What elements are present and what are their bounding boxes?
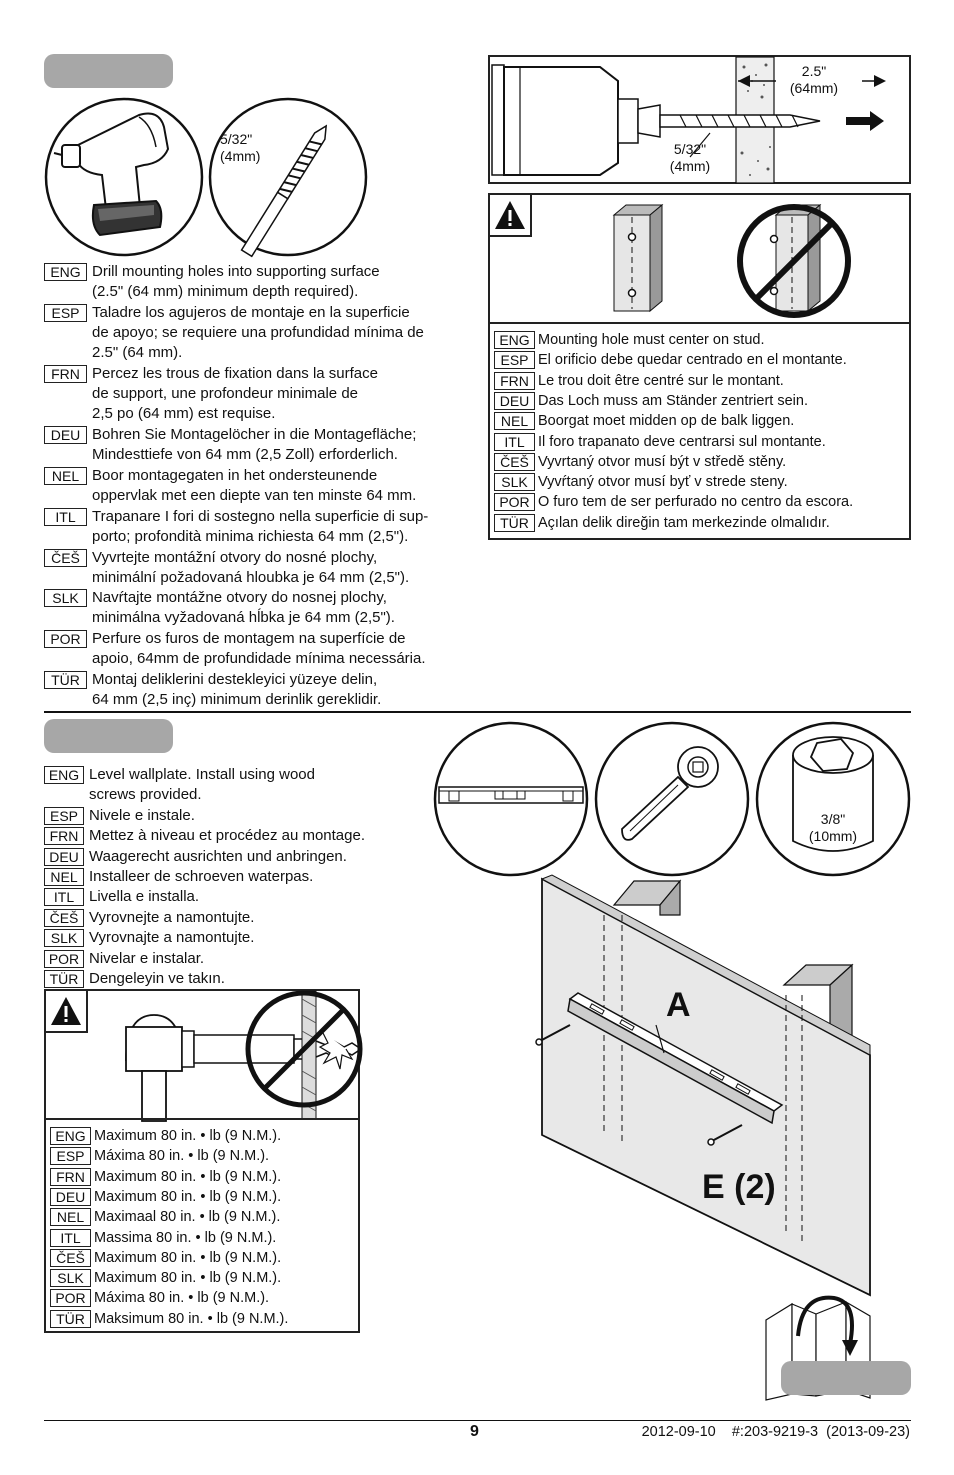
instruction-row <box>50 1228 276 1248</box>
language-code: POR <box>50 1289 91 1307</box>
language-code: TÜR <box>44 970 84 988</box>
language-code: FRN <box>44 827 84 845</box>
language-code: FRN <box>494 372 535 390</box>
instruction-text: Maximum 80 in. • lb (9 N.M.). <box>94 1128 282 1144</box>
instruction-row <box>44 262 380 302</box>
instruction-text: Vyvrtejte montážní otvory do nosné plochy, <box>92 548 378 566</box>
page-number: 9 <box>470 1423 479 1440</box>
socket-size-label: 3/8" (10mm) <box>808 811 858 844</box>
language-code: ČEŠ <box>44 549 87 567</box>
level-icon <box>433 721 589 877</box>
instruction-text: Máxima 80 in. • lb (9 N.M.). <box>94 1148 270 1165</box>
instruction-text: Massima 80 in. • lb (9 N.M.). <box>94 1229 277 1246</box>
instruction-row <box>44 507 428 547</box>
instruction-text: Perfure os furos de montagem na superfície de <box>92 630 406 648</box>
instruction-text: Level wallplate. Install using wood <box>89 766 315 783</box>
instruction-text: Nivelar e instalar. <box>89 949 205 967</box>
ratchet-icon <box>594 721 750 877</box>
stud-correct-diagram <box>608 203 668 315</box>
language-code: SLK <box>44 589 87 607</box>
instruction-text: minimálna vyžadovaná hĺbka je 64 mm (2,5"). <box>92 609 395 627</box>
language-code: ITL <box>50 1229 91 1247</box>
instruction-row <box>494 391 808 411</box>
language-code: ESP <box>50 1147 91 1165</box>
instruction-row <box>44 949 204 969</box>
stud-warning-panel <box>488 193 911 540</box>
instruction-row <box>44 826 365 846</box>
instruction-text: 64 mm (2,5 inç) minimum derinlik gereklidir. <box>92 691 382 708</box>
instruction-text: Das Loch muss am Ständer zentriert sein. <box>538 392 808 409</box>
instruction-text: Le trou doit être centré sur le montant. <box>538 372 784 389</box>
instruction-row <box>494 371 784 391</box>
language-code: TÜR <box>494 514 535 532</box>
instruction-row <box>50 1126 281 1146</box>
instruction-text: Il foro trapanato deve centrarsi sul montante. <box>538 433 826 450</box>
instruction-row <box>44 928 254 948</box>
instruction-text: Livella e installa. <box>89 888 200 906</box>
instruction-row <box>44 670 381 710</box>
instruction-text: Drill mounting holes into supporting surface <box>92 263 380 280</box>
instruction-row <box>494 452 786 472</box>
language-code: SLK <box>50 1269 91 1287</box>
instruction-text: O furo tem de ser perfurado no centro da escora. <box>538 494 854 511</box>
instruction-text: de apoyo; se requiere una profundidad mínima de <box>92 323 424 341</box>
instruction-text: oppervlak met een diepte van ten minste 64 mm. <box>92 487 417 504</box>
instruction-row <box>44 887 199 907</box>
instruction-row <box>44 425 416 465</box>
instruction-text: (2.5" (64 mm) minimum depth required). <box>92 283 359 300</box>
language-code: DEU <box>50 1188 91 1206</box>
instruction-text: Percez les trous de fixation dans la surface <box>92 365 378 382</box>
instruction-text: Vyrovnejte a namontujte. <box>89 908 255 926</box>
instruction-text: Mounting hole must center on stud. <box>538 332 765 348</box>
instruction-row <box>50 1248 281 1268</box>
instruction-text: Boorgat moet midden op de balk liggen. <box>538 413 795 430</box>
language-code: ENG <box>50 1127 91 1145</box>
instruction-row <box>494 330 765 350</box>
language-code: ESP <box>44 304 87 322</box>
step2-label-pill <box>44 719 173 753</box>
instruction-row <box>44 908 254 928</box>
document-info: 2012-09-10 #:203-9219-3 (2013-09-23) <box>641 1424 910 1440</box>
drill-bit-size-label: 5/32" (4mm) <box>220 131 261 164</box>
language-code: ENG <box>44 263 87 281</box>
stud-warning-divider <box>490 322 909 324</box>
instruction-row <box>44 548 409 588</box>
step1-label-pill <box>44 54 173 88</box>
instruction-text: Nivele e instale. <box>89 806 195 824</box>
language-code: ITL <box>494 433 535 451</box>
instruction-text: Maksimum 80 in. • lb (9 N.M.). <box>94 1310 289 1327</box>
language-code: DEU <box>494 392 535 410</box>
wall-mount-diagram <box>530 875 870 1295</box>
warning-icon <box>494 199 526 231</box>
language-code: NEL <box>44 467 87 485</box>
language-code: ESP <box>494 351 535 369</box>
language-code: POR <box>494 493 535 511</box>
language-code: POR <box>44 630 87 648</box>
instruction-row <box>494 472 788 492</box>
instruction-text: Vyvŕtaný otvor musí byť v strede steny. <box>538 474 788 491</box>
instruction-text: minimální požadovaná hloubka je 64 mm (2,5"). <box>92 568 410 586</box>
instruction-text: de support, une profondeur minimale de <box>92 385 359 402</box>
instruction-text: 2.5" (64 mm). <box>92 343 183 361</box>
instruction-text: apoio, 64mm de profundidade mínima necessária. <box>92 650 426 668</box>
language-code: NEL <box>50 1208 91 1226</box>
instruction-row <box>44 466 416 506</box>
instruction-row <box>50 1309 288 1329</box>
instruction-text: Maximum 80 in. • lb (9 N.M.). <box>94 1188 282 1205</box>
instruction-text: Maximum 80 in. • lb (9 N.M.). <box>94 1168 282 1185</box>
instruction-text: porto; profondità minima richiesta 64 mm (2,5"). <box>92 527 409 545</box>
language-code: ENG <box>44 766 84 784</box>
instruction-row <box>44 765 315 805</box>
language-code: ITL <box>44 888 84 906</box>
instruction-text: Maximum 80 in. • lb (9 N.M.). <box>94 1270 282 1287</box>
instruction-text: Dengeleyin ve takın. <box>89 970 225 987</box>
instruction-row <box>50 1187 281 1207</box>
stud-incorrect-diagram <box>734 201 854 317</box>
instruction-row <box>44 806 195 826</box>
torque-diagram <box>46 991 358 1121</box>
torque-warning-panel <box>44 989 360 1333</box>
instruction-text: Açılan delik direğin tam merkezinde olmalıdır. <box>538 514 830 531</box>
instruction-row <box>494 432 826 452</box>
instruction-text: Montaj deliklerini destekleyici yüzeye delin, <box>92 671 378 688</box>
instruction-text: Mettez à niveau et procédez au montage. <box>89 827 366 845</box>
language-code: NEL <box>494 412 535 430</box>
drill-depth-label: 2.5" (64mm) <box>789 63 839 96</box>
instruction-text: Maximum 80 in. • lb (9 N.M.). <box>94 1249 282 1266</box>
instruction-row <box>50 1146 269 1166</box>
instruction-row <box>50 1288 269 1308</box>
step3-label-pill <box>781 1361 911 1395</box>
instruction-text: Taladre los agujeros de montaje en la superficie <box>92 303 410 321</box>
language-code: SLK <box>494 473 535 491</box>
language-code: DEU <box>44 426 87 444</box>
instruction-text: Máxima 80 in. • lb (9 N.M.). <box>94 1290 270 1307</box>
warning-icon-box <box>488 193 532 237</box>
language-code: POR <box>44 950 84 968</box>
instruction-text: Trapanare I fori di sostegno nella superficie di sup- <box>92 507 429 525</box>
instruction-text: screws provided. <box>89 786 202 803</box>
instruction-text: Maximaal 80 in. • lb (9 N.M.). <box>94 1209 281 1226</box>
instruction-row <box>494 350 847 370</box>
instruction-text: 2,5 po (64 mm) est requise. <box>92 405 276 422</box>
instruction-row <box>494 513 830 533</box>
instruction-text: Waagerecht ausrichten und anbringen. <box>89 847 347 865</box>
instruction-text: Installeer de schroeven waterpas. <box>89 868 314 885</box>
language-code: ČEŠ <box>494 453 535 471</box>
instruction-text: Vyrovnajte a namontujte. <box>89 929 255 947</box>
instruction-row <box>44 847 347 867</box>
instruction-row <box>44 867 313 887</box>
language-code: SLK <box>44 929 84 947</box>
language-code: FRN <box>44 365 87 383</box>
language-code: TÜR <box>50 1310 91 1328</box>
socket-icon <box>755 721 911 877</box>
instruction-text: Navŕtajte montážne otvory do nosnej plochy, <box>92 589 387 607</box>
instruction-text: Boor montagegaten in het ondersteunende <box>92 467 378 484</box>
language-code: TÜR <box>44 671 87 689</box>
language-code: ITL <box>44 508 87 526</box>
language-code: DEU <box>44 848 84 866</box>
instruction-row <box>44 629 426 669</box>
torque-warning-divider <box>46 1118 358 1120</box>
language-code: ENG <box>494 331 535 349</box>
instruction-row <box>494 411 794 431</box>
instruction-text: El orificio debe quedar centrado en el montante. <box>538 352 847 369</box>
drill-bit-icon <box>208 97 368 257</box>
instruction-row <box>50 1268 281 1288</box>
language-code: ČEŠ <box>50 1249 91 1267</box>
instruction-row <box>494 492 853 512</box>
section-divider <box>44 711 911 713</box>
drill-icon <box>44 97 204 257</box>
instruction-row <box>50 1167 281 1187</box>
drill-depth-panel <box>488 55 911 184</box>
language-code: ČEŠ <box>44 909 84 927</box>
footer-divider <box>44 1420 911 1421</box>
language-code: NEL <box>44 868 84 886</box>
drill-bit-size-label-2: 5/32" (4mm) <box>669 141 711 174</box>
instruction-text: Vyvrtaný otvor musí být v středě stěny. <box>538 453 787 470</box>
instruction-row <box>44 364 378 424</box>
language-code: FRN <box>50 1168 91 1186</box>
instruction-row <box>44 588 395 628</box>
instruction-text: Bohren Sie Montagelöcher in die Montagefläche; <box>92 426 417 444</box>
part-e-label: E (2) <box>702 1168 776 1206</box>
instruction-row <box>50 1207 280 1227</box>
instruction-row <box>44 969 225 989</box>
language-code: ESP <box>44 807 84 825</box>
instruction-text: Mindesttiefe von 64 mm (2,5 Zoll) erforderlich. <box>92 446 398 464</box>
part-a-label: A <box>666 986 691 1024</box>
instruction-row <box>44 303 424 363</box>
